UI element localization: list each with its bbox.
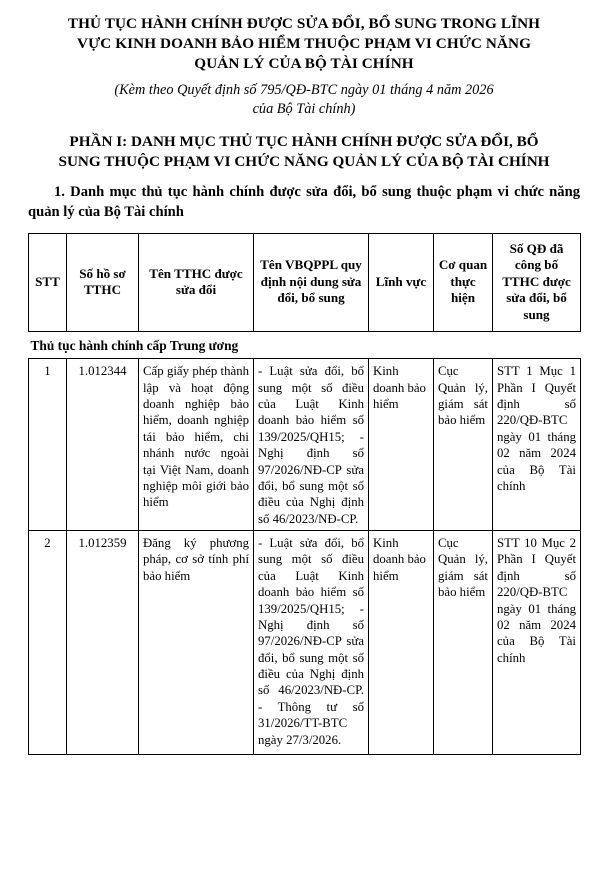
column-header-so-qd: Số QĐ đã công bố TTHC được sửa đổi, bổ sung (493, 233, 581, 331)
document-title-line-2: VỰC KINH DOANH BẢO HIỂM THUỘC PHẠM VI CHỨC NĂNG (77, 35, 531, 53)
column-header-so-ho-so: Số hồ sơ TTHC (67, 233, 139, 331)
section-paragraph: 1. Danh mục thủ tục hành chính được sửa đổi, bổ sung thuộc phạm vi chức năng quản lý của Bộ Tài chính (28, 184, 580, 221)
cell-ten-tthc: Đăng ký phương pháp, cơ sở tính phí bảo hiểm (139, 531, 254, 755)
cell-linh-vuc: Kinh doanh bảo hiểm (369, 531, 434, 755)
cell-so-ho-so: 1.012344 (67, 359, 139, 531)
part-heading-line-1: PHẦN I: DANH MỤC THỦ TỤC HÀNH CHÍNH ĐƯỢC SỬA ĐỔI, BỔ (69, 132, 539, 150)
tthc-table (28, 233, 581, 755)
column-header-stt: STT (29, 233, 67, 331)
column-header-ten-tthc: Tên TTHC được sửa đổi (139, 233, 254, 331)
table-row (29, 359, 581, 531)
column-header-linh-vuc: Lĩnh vực (369, 233, 434, 331)
column-header-vbqppl: Tên VBQPPL quy định nội dung sửa đổi, bổ sung (254, 233, 369, 331)
table-body (29, 332, 581, 755)
cell-co-quan: Cục Quản lý, giám sát bảo hiểm (434, 359, 493, 531)
part-heading-line-2: SUNG THUỘC PHẠM VI CHỨC NĂNG QUẢN LÝ CỦA BỘ TÀI CHÍNH (58, 153, 550, 171)
document-title (28, 14, 580, 75)
document-title-line-1: THỦ TỤC HÀNH CHÍNH ĐƯỢC SỬA ĐỔI, BỔ SUNG TRONG LĨNH (67, 15, 541, 32)
table-header (29, 233, 581, 331)
document-subtitle (28, 81, 580, 119)
cell-so-qd: STT 10 Mục 2 Phần I Quyết định số 220/QĐ-BTC ngày 01 tháng 02 năm 2024 của Bộ Tài chính (493, 531, 581, 755)
tthc-table-wrapper (28, 233, 580, 755)
cell-stt: 2 (29, 531, 67, 755)
table-row (29, 531, 581, 755)
cell-ten-tthc: Cấp giấy phép thành lập và hoạt động doanh nghiệp bảo hiểm, doanh nghiệp tái bảo hiểm, chi nhánh nước ngoài tại Việt Nam, doanh nghiệp môi giới bảo hiểm (139, 359, 254, 531)
cell-vbqppl: - Luật sửa đổi, bổ sung một số điều của Luật Kinh doanh bảo hiểm số 139/2025/QH15; - Nghị định số 97/2026/NĐ-CP sửa đổi, bổ sung một số điều của Nghị định số 46/2023/NĐ-CP. - Thông tư số 31/2026/TT-BTC ngày 27/3/2026. (254, 531, 369, 755)
cell-linh-vuc: Kinh doanh bảo hiểm (369, 359, 434, 531)
document-subtitle-line-2: của Bộ Tài chính) (252, 100, 356, 117)
table-section-band-label: Thủ tục hành chính cấp Trung ương (29, 332, 581, 359)
part-heading (28, 132, 580, 172)
table-header-row (29, 233, 581, 331)
column-header-co-quan: Cơ quan thực hiện (434, 233, 493, 331)
table-section-band-row (29, 332, 581, 359)
document-title-line-3: QUẢN LÝ CỦA BỘ TÀI CHÍNH (194, 55, 414, 73)
cell-so-qd: STT 1 Mục 1 Phần I Quyết định số 220/QĐ-BTC ngày 01 tháng 02 năm 2024 của Bộ Tài chính (493, 359, 581, 531)
cell-stt: 1 (29, 359, 67, 531)
cell-co-quan: Cục Quản lý, giám sát bảo hiểm (434, 531, 493, 755)
document-subtitle-line-1: (Kèm theo Quyết định số 795/QĐ-BTC ngày 01 tháng 4 năm 2026 (114, 81, 494, 98)
cell-vbqppl: - Luật sửa đổi, bổ sung một số điều của Luật Kinh doanh bảo hiểm số 139/2025/QH15; - Nghị định số 97/2026/NĐ-CP sửa đổi, bổ sung một số điều của Nghị định số 46/2023/NĐ-CP. (254, 359, 369, 531)
cell-so-ho-so: 1.012359 (67, 531, 139, 755)
